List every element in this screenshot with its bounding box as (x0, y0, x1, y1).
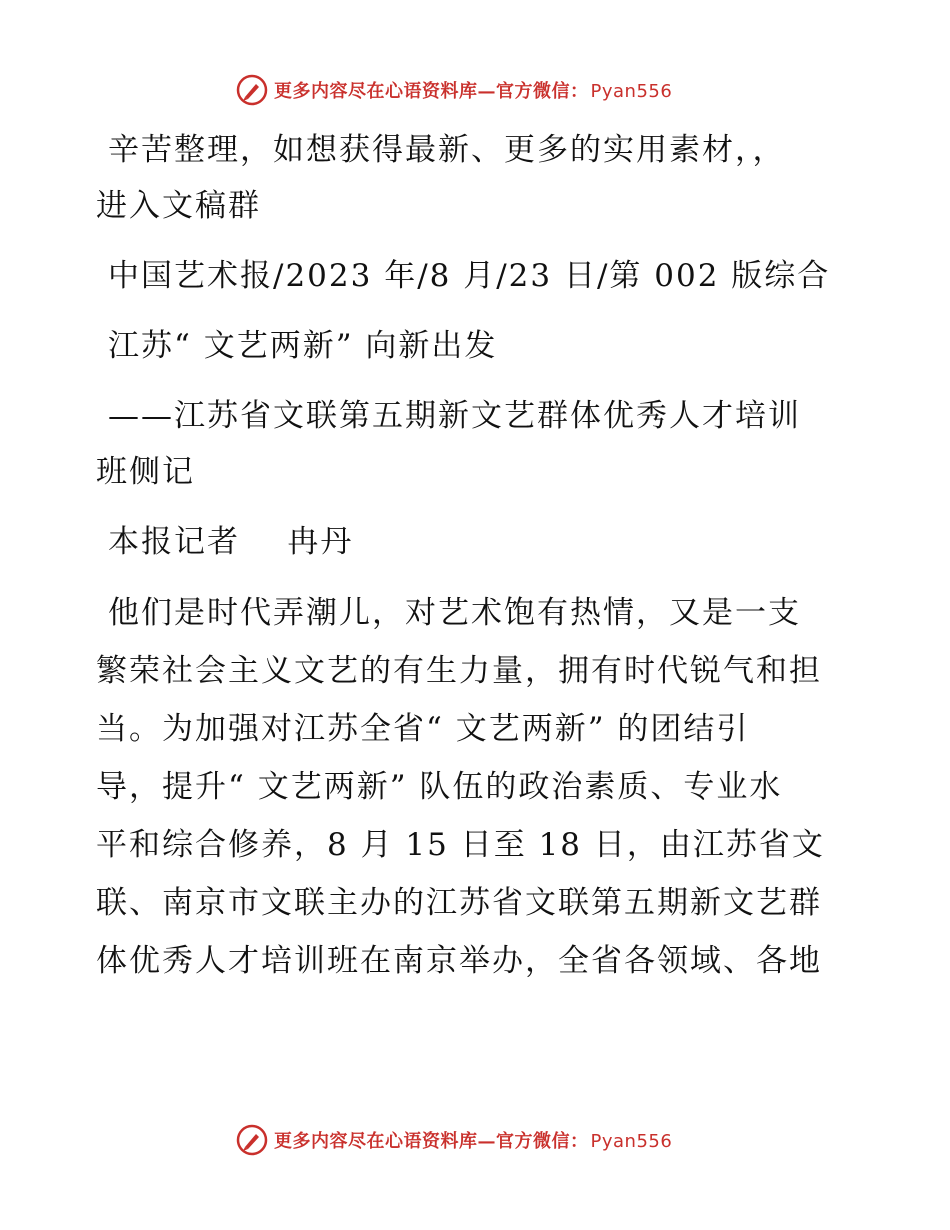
document-content (96, 122, 856, 990)
article-subtitle-line-1: ——江苏省文联第五期新文艺群体优秀人才培训 (108, 398, 801, 434)
body-line: 联、南京市文联主办的江苏省文联第五期新文艺群 (96, 885, 822, 921)
body-line: 当。为加强对江苏全省“ 文艺两新” 的团结引 (96, 711, 750, 747)
watermark-text: 更多内容尽在心语资料库—官方微信： (274, 81, 589, 102)
body-paragraph (96, 584, 856, 990)
watermark-text: 更多内容尽在心语资料库—官方微信： (274, 1131, 589, 1152)
header-watermark (236, 72, 672, 108)
body-line: 体优秀人才培训班在南京举办，全省各领域、各地 (96, 943, 822, 979)
body-line: 平和综合修养，8 月 15 日至 18 日，由江苏省文 (96, 827, 825, 863)
intro-line-2: 进入文稿群 (96, 188, 261, 224)
body-line: 导，提升“ 文艺两新” 队伍的政治素质、专业水 (96, 769, 783, 805)
article-subtitle-line-2: 班侧记 (96, 454, 195, 490)
pen-circle-logo-icon (236, 1124, 268, 1156)
footer-watermark (236, 1122, 672, 1158)
intro-line-1: 辛苦整理，如想获得最新、更多的实用素材，， (108, 132, 786, 168)
pen-circle-logo-icon (236, 74, 268, 106)
watermark-wechat-id: Pyan556 (590, 1131, 673, 1152)
watermark-wechat-id: Pyan556 (590, 81, 673, 102)
body-line: 繁荣社会主义文艺的有生力量，拥有时代锐气和担 (96, 653, 822, 689)
byline: 本报记者 冉丹 (108, 524, 354, 560)
article-title: 江苏“ 文艺两新” 向新出发 (108, 328, 498, 364)
body-line: 他们是时代弄潮儿，对艺术饱有热情，又是一支 (108, 595, 801, 631)
source-line: 中国艺术报/2023 年/8 月/23 日/第 002 版综合 (108, 258, 831, 294)
